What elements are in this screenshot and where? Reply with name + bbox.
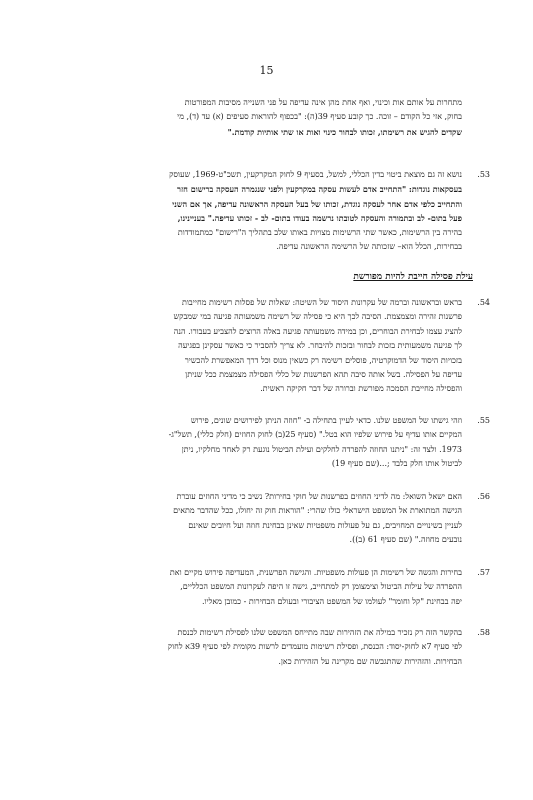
text-line: לפי סעיף 7א לחוק-יסוד: הכנסת, ופסילת רשימות מועמדים לרשות מקומית לפי סעיף 39א לחוק — [167, 642, 462, 652]
text-line: בבחירות, הכלל הוא– שזכותה של הרשימה הראשונה עדיפה. — [276, 242, 462, 252]
text-line: בחירות והגשה של רשימות הן פעולות משפטיות. והגישה הפרשנית, המעדיפה פירוש מקיים ואת — [169, 568, 462, 577]
text-line: בחוק, אזי כל הקודם – זוכה. כך קובע סעיף 39(ה): "בכפוף להוראות סעיפים (א) עד (ד), מי — [177, 112, 462, 122]
text-line: נובעים מחוזה." (שם סעיף 61 (ב)). — [349, 535, 462, 545]
text-line: מתחרות על אותם אות וכינוי, ואף אחת מהן אינה עדיפה על פני השנייה מסיבות המפורטות — [184, 98, 462, 107]
text-line: בזכויות היסוד של הדמוקרטיה, פוסלים רשימה רק כשאין מנוס וכל דרך המאפשרת להכשיר — [184, 355, 462, 365]
text-line: פעל בתום- לב ובתמורה והעסקה לטובתו נרשמה בעודו בתום- לב - זכותו עדיפה." בעניינינו, — [177, 213, 462, 224]
paragraph-number: 56. — [477, 492, 490, 501]
text-line: נושא זה גם מוצאת ביטוי בדין הכללי, למשל, בסעיף 9 לחוק המקרקעין, תשכ"ט-1969, שעוסק — [169, 170, 462, 179]
paragraph-54 — [60, 296, 490, 397]
text-line: יפה בבחינת "קל וחומר" לעולמו של המשפט הציבורי ובעולם הבחירות - כמובן מאליו. — [201, 596, 462, 606]
text-line: להציג עצמו לבחירת הבוחרים, וכן במידה משמעותה פגיעה באלה הרוצים להצביע בעבורו. הנה — [173, 326, 462, 336]
section-heading: עילת פסילה חייבת להיות מפורשת — [353, 272, 473, 282]
text-line: המקיים אותו עדיף על פירוש שלפיו הוא בטל." (סעיף 25(ב) לחוק החוזים (חלק כללי), תשל"ג- — [168, 430, 462, 440]
paragraph-55 — [60, 414, 490, 472]
text-line: שקדים להגיש את רשימתו, זכותו לבחור כינוי ואות או שתי אותיות קודמת." — [227, 126, 462, 137]
paragraph-number: 58. — [477, 628, 490, 637]
paragraph-56 — [60, 490, 490, 548]
text-line: וזהי גישתו של המשפט שלנו. כדאי לעיין בתחילה ב- "חוזה הניתן לפירושים שונים, פירוש — [190, 416, 462, 425]
text-line: האם ישאל השואל: מה לדיני החוזים בפרשנות של חוקי בחירות? נשיב כי מדיני החוזים עוברת — [176, 492, 462, 501]
paragraph-number: 55. — [477, 416, 490, 425]
paragraph-number: 53. — [477, 170, 490, 179]
text-line: והפסילה מחייבת הסמכה מפורשת וברורה של דבר חקיקה ראשית. — [260, 384, 462, 394]
text-line: ההפרדה של עילות הביטול וצימצומן רק למתחייב, גישה זו היפה לעקרונות המשפט הכלליים, — [180, 582, 462, 592]
text-line: לעניין בשינויים המחויבים, גם על פעולות משפטיות שאינן בבחינת חוזה ועל חיובים שאינם — [188, 520, 462, 530]
paragraph-53 — [60, 168, 490, 254]
text-line: הגישה המתוארת אל המשפט הישראלי כולו שהרי: "הוראות חוק זה יחולו, ככל שהדבר מתאים — [173, 506, 462, 516]
paragraph-58 — [60, 626, 490, 669]
text-line: עדיפה על הפסילה. בשל אותה סיבה תהא הפרשנות של כללי הפסילה מצמצמת ככל שניתן — [185, 370, 462, 380]
text-line: לביטול אותו חלק בלבד ;...(שם סעיף 19) — [331, 459, 462, 469]
text-line: פרשנות זהירה ומצמצמת. הסיבה לכך היא כי פסילה של רשימה משמעותה פגיעה במי שמבקש — [173, 312, 462, 322]
paragraph-57 — [60, 566, 490, 609]
paragraph-continuation — [60, 96, 480, 139]
paragraph-number: 57. — [477, 568, 490, 577]
paragraph-number: 54. — [477, 298, 490, 307]
text-line: 1973. ולצד זה: "ניתנו החוזה להפרדה לחלקים ועילת הביטול נוגעת רק לאחד מחלקיו, ניתן — [181, 444, 462, 454]
text-line: בעסקאות נוגדות: "התחייב אדם לעשות עסקה במקרקעין ולפני שנגמרה העסקה ברישום חזר — [177, 184, 462, 195]
text-line: הבחירות. והזהירות שהתגבשה שם מקרינה על הזהירות כאן. — [278, 656, 462, 666]
text-line: בהקשר הזה רק נזכיר במילה את הזהירות שבה מתייחס המשפט שלנו לפסילת רשימות לכנסת — [177, 628, 462, 637]
text-line: והתחייב כלפי אדם אחר לעסקה נוגדת, זכותו של בעל העסקה הראשונה עדיפה, אך אם השני — [172, 198, 462, 209]
page-number: 15 — [259, 64, 274, 77]
text-line: בראש ובראשונה וברמה של עקרונות היסוד של השיטה: שאלות של פסלות רשימות מחייבות — [181, 298, 462, 307]
text-line: בהירה בין הרשימות, כאשר שתי הרשימות מצויות באותו שלב בתהליך ה"רישום" כמתמודדות — [177, 227, 462, 237]
text-line: לך פגיעה משמעותית בזכות לבחור ובזכות להיבחר. לא צריך להסביר כי כאשר עסקינן בפגיעה — [178, 341, 462, 351]
